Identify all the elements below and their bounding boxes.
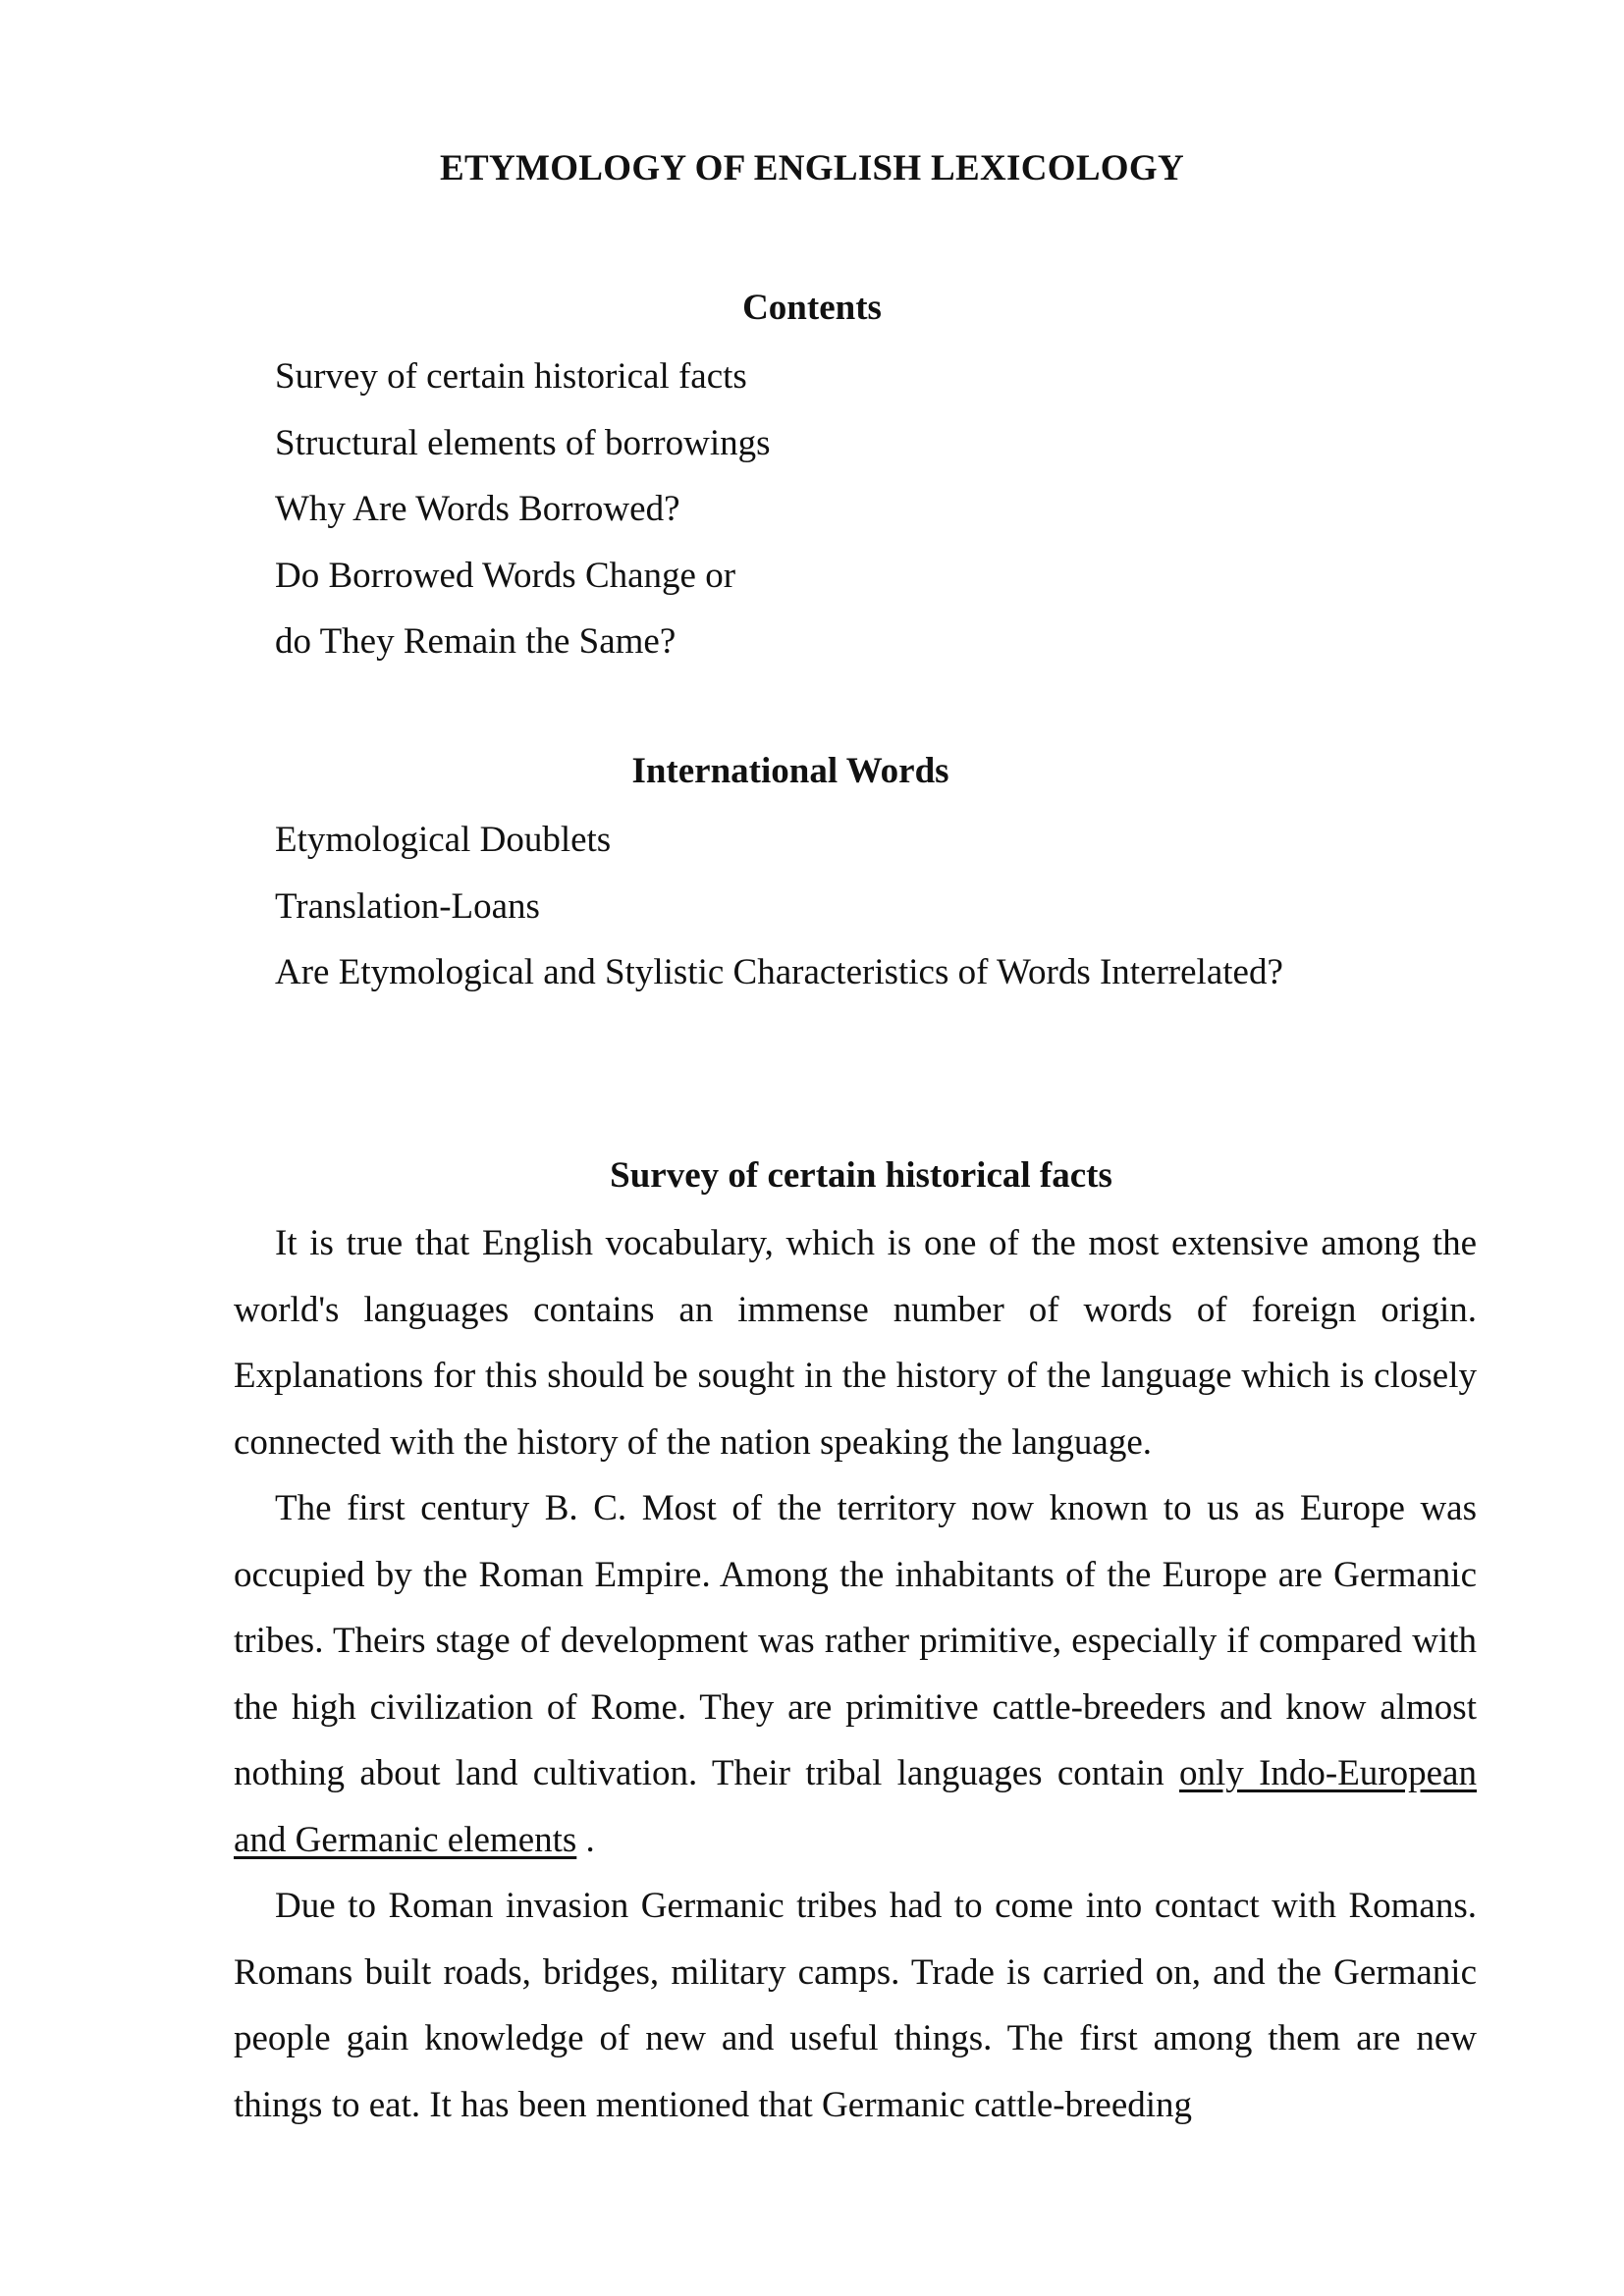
contents-heading: Contents <box>742 288 882 328</box>
paragraph-1: It is true that English vocabulary, which is one of the most extensive among the world's languages contains an immense number of words of foreign origin. Explanations for this should be sought in the history of the language which is closely connected with the history of the nation speaking the language. <box>234 1223 1477 1463</box>
body-text <box>234 1210 1477 2138</box>
underlined-phrase: only Indo-European and Germanic elements <box>234 1753 1477 1860</box>
contents-item: Structural elements of borrowings <box>275 422 771 463</box>
international-words-heading: International Words <box>631 751 949 791</box>
international-words-item: Etymological Doublets <box>275 820 612 860</box>
international-words-item: Translation-Loans <box>275 885 540 927</box>
contents-item: Do Borrowed Words Change or <box>275 555 736 596</box>
international-words-list <box>275 807 1283 1006</box>
document-title: ETYMOLOGY OF ENGLISH LEXICOLOGY <box>440 148 1184 188</box>
contents-list <box>275 344 771 675</box>
paragraph-3: Due to Roman invasion Germanic tribes had to come into contact with Romans. Romans built roads, bridges, military camps. Trade is carried on, and the Germanic people gain knowledge of new and useful things. The first among them are new things to eat. It has been mentioned that Germanic cattle-breeding <box>234 1886 1477 2125</box>
section-heading: Survey of certain historical facts <box>610 1155 1112 1196</box>
paragraph-2-text: The first century B. C. Most of the territory now known to us as Europe was occupied by the Roman Empire. Among the inhabitants of the Europe are Germanic tribes. Theirs stage of development was rather primitive, especially if compared with the high civilization of Rome. They are primitive cattle-breeders and know almost nothing about land cultivation. Their tribal languages contain <box>234 1488 1477 1793</box>
paragraph-2-end: . <box>576 1819 595 1860</box>
contents-item: Why Are Words Borrowed? <box>275 489 680 529</box>
contents-item: Survey of certain historical facts <box>275 356 747 397</box>
international-words-item: Are Etymological and Stylistic Characteristics of Words Interrelated? <box>275 952 1283 992</box>
paragraph-2 <box>234 1475 1477 1873</box>
contents-item: do They Remain the Same? <box>275 621 677 662</box>
